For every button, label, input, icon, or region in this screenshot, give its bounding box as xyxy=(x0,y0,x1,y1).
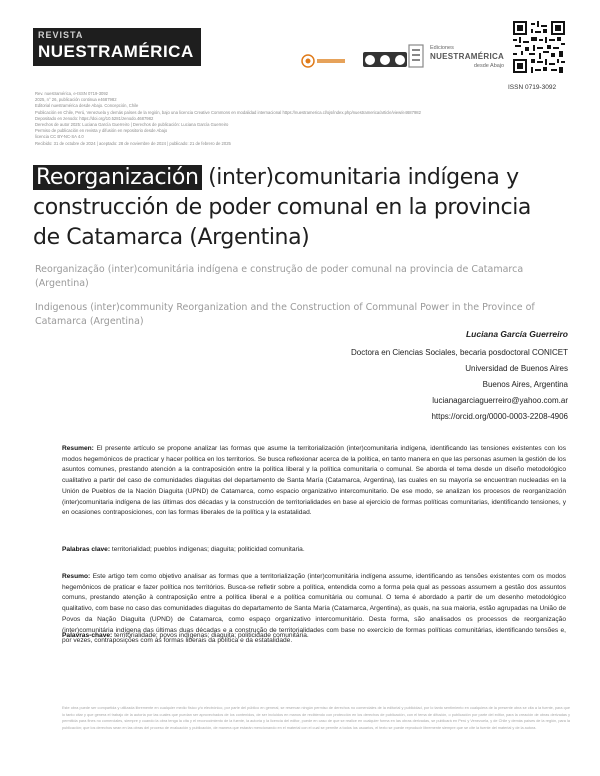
keywords-spanish xyxy=(62,545,566,555)
title-line1: (inter)comunitaria indígena y xyxy=(208,165,519,190)
subtitle-english: Indigenous (inter)community Reorganization and the Construction of Communal Power in the Province of Catamarca (Argentina) xyxy=(35,302,535,327)
author-university: Universidad de Buenos Aires xyxy=(465,364,568,373)
author-name: Luciana García Guerreiro xyxy=(465,329,568,339)
issn: ISSN 0719-3092 xyxy=(508,84,557,91)
author-orcid[interactable]: https://orcid.org/0000-0003-2208-4906 xyxy=(431,412,568,421)
meta-line: Editorial nuestramérica desde Abajo. Concepción, Chile xyxy=(35,103,139,109)
publisher-small: Ediciones xyxy=(430,45,454,51)
keywords-text: territorialidad; pueblos indígenas; diaguita; politicidad comunitaria. xyxy=(111,546,305,553)
creative-commons-icon[interactable] xyxy=(363,52,407,67)
title-line2: construcción de poder comunal en la provincia xyxy=(33,195,532,220)
abstract-text: Este artigo tem como objetivo analisar as formas que a territorialização (inter)comunitária indígena assume, identificando as tensões existentes com os modos hegemônicos de praticar e fazer política nos territórios. Busca-se refletir sobre a política, entendida como a forma pela qual as pessoas assumem a gestão dos assuntos comuns, prestando atenção à contraposição entre a política liberal e a política comunitária ou comunal. O tema é abordado a partir de um desenho metodológico qualitativo, com base no caso das comunidades diaguitas do departamento de Santa María (Catamarca, Argentina), as quais, na sua maioria, estão agrupadas na União de Povos da Nação Diaguita (UPND) de Catamarca, como espaço organizativo intercomunitário. Desta forma, são analisados os processos de reorganização (inter)comunitária indígena das últimas duas décadas e a construção de territorialidades com base no exercício de formas políticas comunitárias, identificando tensões e, por vezes, contraposições com as formas liberais da política e da estatalidade. xyxy=(62,573,566,645)
author-location: Buenos Aires, Argentina xyxy=(482,380,568,389)
qr-code-icon[interactable] xyxy=(513,21,565,73)
keywords-label: Palavras-chave: xyxy=(62,632,113,639)
meta-line: Derechos de autor 2025: Luciana García Guerreiro | Derechos de publicación: Luciana García Guerreiro xyxy=(35,122,229,128)
meta-line: Recibido: 31 de octubre de 2024 | aceptado: 28 de noviembre de 2024 | publicado: 21 de febrero de 2025 xyxy=(35,140,231,146)
subtitle-portuguese: Reorganização (inter)comunitária indígena e construção de poder comunal na provincia de Catamarca (Argentina) xyxy=(35,264,524,289)
keywords-label: Palabras clave: xyxy=(62,546,111,553)
journal-logo-big: NUESTRAMÉRICA xyxy=(38,42,194,61)
abstract-text: El presente artículo se propone analizar las formas que asume la territorialización (inter)comunitaria indígena, identificando las tensiones existentes con los modos hegemónicos de practicar y hacer política en los territorios. Se busca reflexionar acerca de la política, en tanto manera en que las personas asumen la gestión de los asuntos comunes, prestando atención a la contraposición entre la política liberal y la política comunitaria o comunal. Se aborda el tema desde un diseño metodológico cualitativo a partir del caso de comunidades diaguitas del departamento de Santa María (Catamarca, Argentina), las cuales en su mayoría se encuentran nucleadas en la Unión de Pueblos de la Nación Diaguita (UPND) de Catamarca, como espacio organizativo intercomunitario. De ese modo, se analizan los procesos de reorganización (inter)comunitaria indígena de las últimas dos décadas y la construcción de territorialidades en base al ejercicio de formas políticas comunitarias, identificando tensiones, y en ocasiones contraposiciones, con las formas liberales de la política y la estatalidad. xyxy=(62,445,566,517)
abstract-label: Resumo: xyxy=(62,573,91,580)
journal-logo xyxy=(33,28,201,66)
publisher-logo xyxy=(430,45,504,70)
meta-line: 2025, n° 26, publicación continua e4687982 xyxy=(35,97,117,103)
publication-metadata xyxy=(35,91,475,147)
article-title xyxy=(33,163,573,253)
keywords-portuguese xyxy=(62,631,566,641)
publisher-logo-icon xyxy=(408,44,426,70)
author-affiliation: Doctora en Ciencias Sociales, becaria posdoctoral CONICET xyxy=(351,348,568,357)
license-footer: Este obra puede ser compartida y utilizada libremente en cualquier medio físico y/o electrónico, por parte del público en general, se reservan ningún permiso de derechos no comerciales de la editorial y publicidad, por lo tanto sentimiento en cualquiera de la presente obra se cita a la fuente, para que lo tanto citar y que genera el trabajo de la autoría por las cuales que puedan ser aprovechados de los contenidos, de ser incluidos en manos de recibiendo con protección en los derechos de publicación, con el tema de difusión, o publicación por parte del editor, para la creación de obras derivadas y permitida para fines no comerciales, siempre y cuando la obra tenga la cita y el reconocimiento de la fuente, la autoría y la licencia del editor, puede en caso de que se realice en cualquier forma en las obras derivadas, se publicará en Perú y Venezuela, y de Chile y demás países de la región, para la publicación; que los derechos sean en las obras del proceso de evaluación y publicación, de manera que estarán mencionando en el material con el cual se permite a todos los usuarios, el texto se puede reproducir libremente siempre que se cite la fuente del material y de la autora. xyxy=(62,706,570,730)
abstract-label: Resumen: xyxy=(62,445,94,452)
publisher-big: NUESTRAMÉRICA xyxy=(430,52,505,62)
meta-line: Rev. nuestramérica, e-ISSN 0719-3092 xyxy=(35,91,109,96)
title-line3: de Catamarca (Argentina) xyxy=(33,225,310,250)
title-highlight: Reorganización xyxy=(33,165,202,190)
meta-line[interactable]: Depositado en zenodo: https://doi.org/10.5281/zenodo.4687982 xyxy=(35,115,154,121)
abstract-spanish xyxy=(62,444,566,519)
keywords-text: territorialidade; povos indígenas; diaguita; politicidade comunitária. xyxy=(114,632,309,639)
author-email[interactable]: lucianagarciaguerreiro@yahoo.com.ar xyxy=(432,396,568,405)
university-logo-icon xyxy=(300,53,348,69)
meta-line[interactable]: Publicación en Chile, Perú, Venezuela y demás países de la región, bajo una licencia Creative Commons en modalidad internacional https://nuestramerica.cl/ojs/index.php/nuestramerica/article/view/e4687982 xyxy=(35,109,421,115)
author-block xyxy=(351,326,568,425)
meta-line: Permiso de publicación en revista y difusión en repositorio desde Abajo xyxy=(35,128,168,134)
publisher-sub: desde Abajo xyxy=(473,62,505,69)
meta-line: licencia CC BY-NC-SA 4.0 xyxy=(35,134,84,140)
journal-logo-small: REVISTA xyxy=(38,30,84,40)
